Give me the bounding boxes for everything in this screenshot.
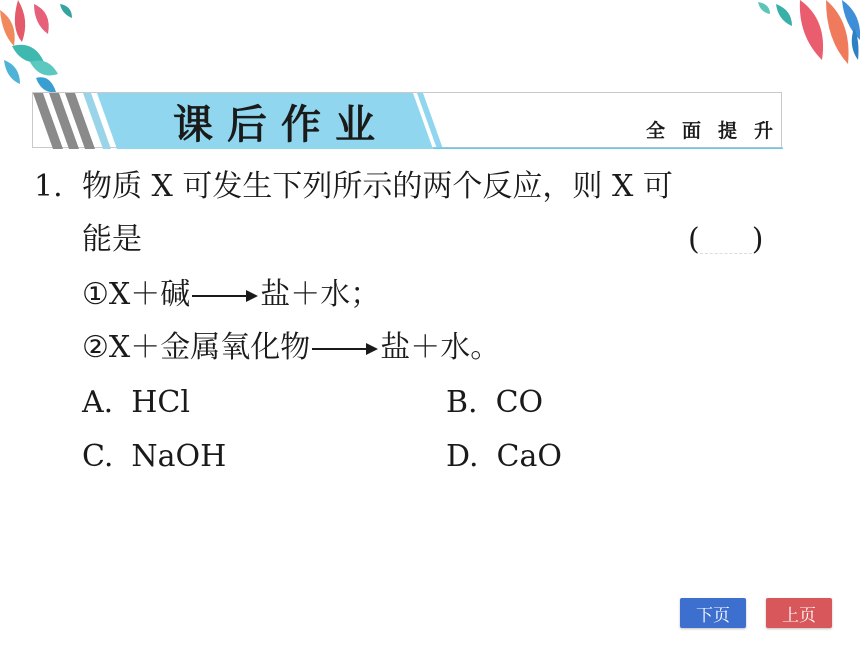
question-stem-line2: 能是 [82, 222, 142, 257]
option-c-text: NaOH [131, 439, 227, 474]
reaction-1 [82, 277, 381, 312]
option-c[interactable] [82, 439, 227, 474]
answer-blank-space [700, 229, 752, 254]
option-a-letter: A. [82, 385, 114, 420]
reaction-1-products: 盐＋水； [260, 277, 381, 312]
question-number: 1. [34, 169, 63, 204]
question-stem-line1: 物质 X 可发生下列所示的两个反应，则 X 可 [82, 169, 673, 204]
leaf-decoration-left-icon [0, 0, 110, 95]
answer-paren-close: ) [751, 222, 764, 257]
option-d-letter: D. [446, 439, 479, 474]
option-c-letter: C. [82, 439, 114, 474]
option-a-text: HCl [131, 385, 190, 420]
next-page-button[interactable]: 下页 [680, 598, 746, 628]
reaction-arrow-icon [312, 342, 378, 356]
option-b-text: CO [495, 385, 544, 420]
reaction-2-reactants: ②X＋金属氧化物 [82, 330, 311, 365]
reaction-2-products: 盐＋水。 [380, 330, 501, 365]
option-d[interactable] [446, 439, 562, 474]
option-b[interactable] [446, 385, 544, 420]
option-d-text: CaO [496, 439, 562, 474]
answer-paren-open: ( [688, 222, 700, 257]
option-a[interactable] [82, 385, 190, 420]
reaction-2 [82, 330, 501, 365]
banner-title: 课后作业 [173, 101, 389, 148]
section-banner [32, 92, 790, 148]
banner-subtitle: 全面提升 [645, 120, 790, 142]
answer-blank [688, 222, 764, 257]
leaf-decoration-right-icon [730, 0, 860, 75]
reaction-1-reactants: ①X＋碱 [82, 277, 191, 312]
reaction-arrow-icon [192, 289, 258, 303]
previous-page-button[interactable]: 上页 [766, 598, 832, 628]
option-b-letter: B. [446, 385, 478, 420]
